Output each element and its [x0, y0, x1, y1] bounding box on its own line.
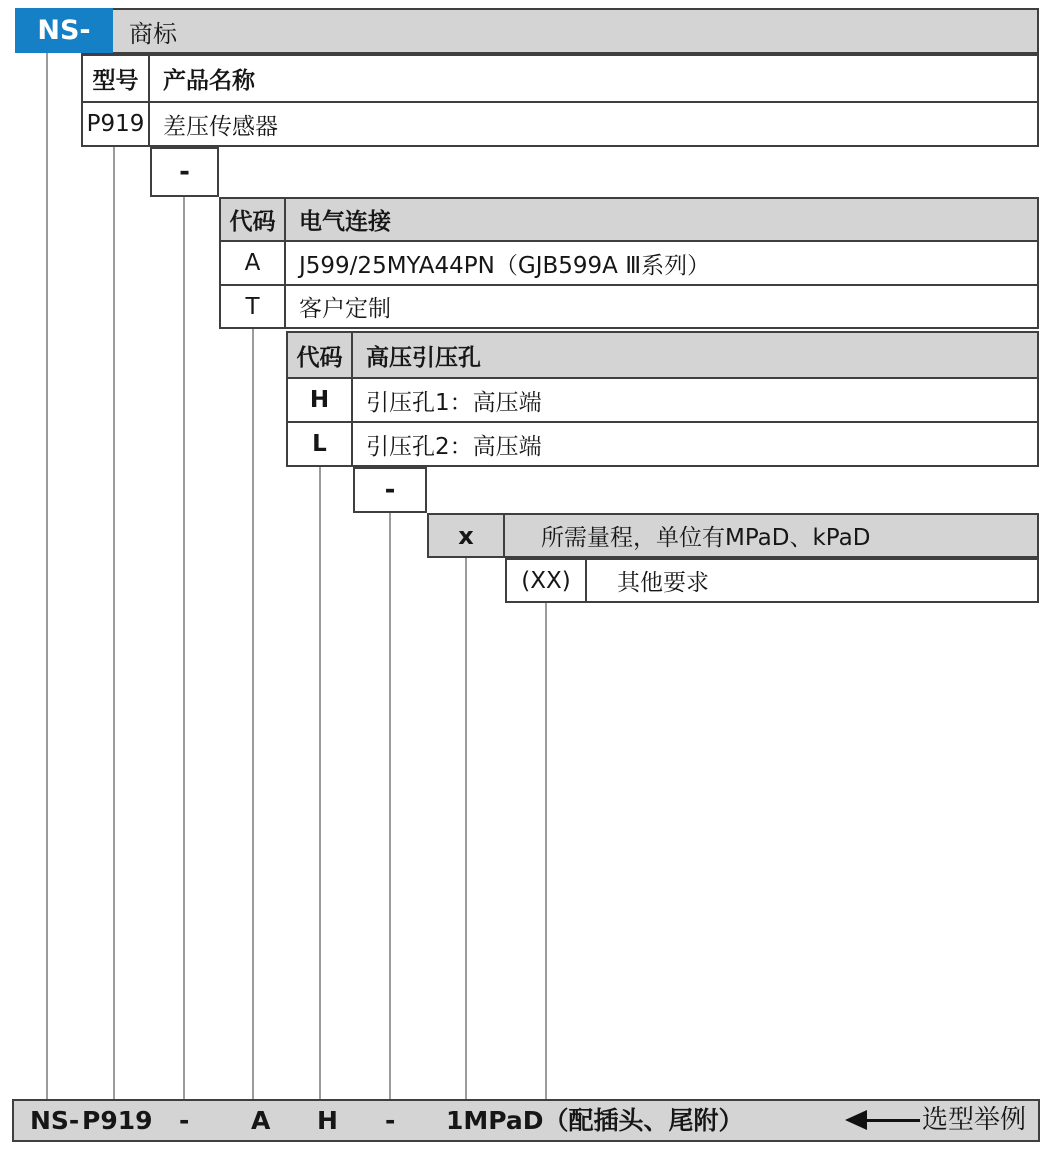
separator2-cell [353, 467, 427, 513]
connector-line-electrical [252, 329, 254, 1099]
range-desc: 所需量程，单位有MPaD、kPaD [541, 525, 871, 551]
electrical-header-label: 电气连接 [299, 209, 391, 235]
example-part-port: H [317, 1106, 338, 1135]
other-desc: 其他要求 [617, 570, 709, 596]
model-table [81, 54, 1039, 147]
pressure-port-code-L: L [288, 423, 353, 465]
pressure-port-table [286, 331, 1039, 467]
other-code: (XX) [507, 560, 587, 601]
electrical-row-T [221, 284, 1037, 327]
model-table-header-row [83, 56, 1037, 101]
model-table-data-row [83, 101, 1037, 145]
pressure-port-header-label: 高压引压孔 [366, 344, 481, 371]
electrical-header-row [221, 199, 1037, 240]
pressure-port-header-code: 代码 [288, 333, 353, 377]
pressure-port-row-H [288, 377, 1037, 421]
example-part-model: P919 [82, 1106, 153, 1135]
electrical-code-A: A [221, 242, 286, 284]
example-bar [12, 1099, 1040, 1142]
pressure-port-code-H: H [288, 379, 353, 421]
model-header-name: 产品名称 [163, 68, 255, 94]
separator1-dash: - [179, 157, 190, 187]
example-part-prefix: NS- [30, 1106, 80, 1135]
pressure-port-desc-H: 引压孔1：高压端 [366, 389, 542, 416]
pressure-port-desc-L: 引压孔2：高压端 [366, 433, 542, 460]
prefix-code-box [15, 8, 113, 53]
range-row [427, 513, 1039, 558]
electrical-header-code: 代码 [221, 199, 286, 240]
other-requirements-row [505, 558, 1039, 603]
electrical-row-A [221, 240, 1037, 284]
connector-line-prefix [46, 53, 48, 1099]
trademark-bar [81, 8, 1039, 54]
example-part-range: 1MPaD（配插头、尾附） [446, 1106, 744, 1135]
example-caption: 选型举例 [922, 1105, 1027, 1135]
model-name: 差压传感器 [163, 113, 278, 140]
electrical-connection-table [219, 197, 1039, 329]
connector-line-range [465, 558, 467, 1099]
range-code: x [429, 515, 505, 556]
separator2-dash: - [384, 475, 396, 505]
connector-line-pressure-port [319, 467, 321, 1099]
model-code: P919 [83, 103, 150, 145]
trademark-label: 商标 [129, 19, 177, 48]
example-part-electrical: A [251, 1106, 271, 1135]
connector-line-other [545, 603, 547, 1099]
connector-line-separator2 [389, 513, 391, 1099]
electrical-desc-A: J599/25MYA44PN（GJB599A Ⅲ系列） [299, 252, 711, 279]
example-part-dash1: - [179, 1106, 190, 1135]
connector-line-separator1 [183, 197, 185, 1099]
example-part-dash2: - [385, 1106, 396, 1135]
pressure-port-header-row [288, 333, 1037, 377]
separator1-cell [150, 147, 219, 197]
electrical-desc-T: 客户定制 [299, 296, 391, 322]
pressure-port-row-L [288, 421, 1037, 465]
prefix-code: NS- [37, 15, 91, 46]
connector-line-model [113, 147, 115, 1099]
model-header-code: 型号 [83, 56, 150, 101]
arrow-line [864, 1119, 920, 1122]
electrical-code-T: T [221, 286, 286, 327]
